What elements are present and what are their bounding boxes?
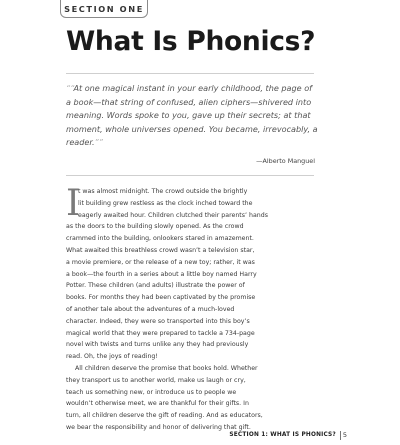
body-line: novel with twists and turns unlike any they had previously — [66, 341, 249, 349]
drop-cap: I — [66, 183, 81, 224]
epigraph-body: At one magical instant in your early childhood, the page of a book—that string of confused, alien ciphers—shivered into meaning. Words spoke to you, gave up their secrets; at that moment, whole universes opened. You became, irrevocably, a reader. — [66, 83, 318, 148]
body-text — [66, 183, 314, 434]
body-line: a book—the fourth in a series about a little boy named Harry — [66, 270, 257, 278]
body-line: All children deserve the promise that books hold. Whether — [75, 364, 258, 372]
body-line: teach us something new, or introduce us to people we — [66, 388, 237, 396]
body-line: Potter. These children (and adults) illustrate the power of — [66, 282, 245, 290]
section-label: SECTION ONE — [64, 4, 144, 14]
open-quote-mark: ““ — [66, 83, 74, 93]
epigraph-bottom-rule — [66, 175, 314, 176]
body-line: wouldn’t otherwise meet, we are thankful for their gifts. In — [66, 400, 249, 408]
body-line: eagerly awaited hour. Children clutched their parents’ hands — [78, 211, 268, 219]
body-line: What awaited this breathless crowd wasn’t a television star, — [66, 246, 255, 254]
body-line: t was almost midnight. The crowd outside the brightly — [78, 188, 248, 195]
page-number: 5 — [342, 431, 347, 439]
body-line: read. Oh, the joys of reading! — [66, 353, 158, 361]
epigraph-text — [66, 82, 318, 150]
page-title: What Is Phonics? — [66, 26, 316, 57]
epigraph-top-rule — [66, 73, 314, 74]
close-quote-mark: ”” — [94, 137, 103, 148]
body-line: as the doors to the building slowly opened. As the crowd — [66, 223, 244, 231]
body-line: we bear the responsibility and honor of delivering that gift. — [66, 423, 251, 431]
epigraph-attribution: —Alberto Manguel — [256, 157, 315, 165]
running-footer: SECTION 1: WHAT IS PHONICS? — [229, 432, 336, 438]
body-line: of another tale about the adventures of a much-loved — [66, 305, 235, 313]
body-line: magical world that they were prepared to tackle a 734-page — [66, 329, 255, 337]
body-line: books. For months they had been captivated by the promise — [66, 294, 256, 302]
body-line: they transport us to another world, make us laugh or cry, — [66, 376, 246, 384]
body-line: lit building grew restless as the clock inched toward the — [78, 199, 253, 207]
body-line: turn, all children deserve the gift of reading. And as educators, — [66, 412, 263, 420]
body-line: a movie premiere, or the release of a new toy; rather, it was — [66, 258, 255, 266]
footer-divider — [340, 431, 341, 440]
body-line: crammed into the building, onlookers stared in amazement. — [66, 235, 254, 243]
body-line: character. Indeed, they were so transported into this boy’s — [66, 317, 250, 325]
